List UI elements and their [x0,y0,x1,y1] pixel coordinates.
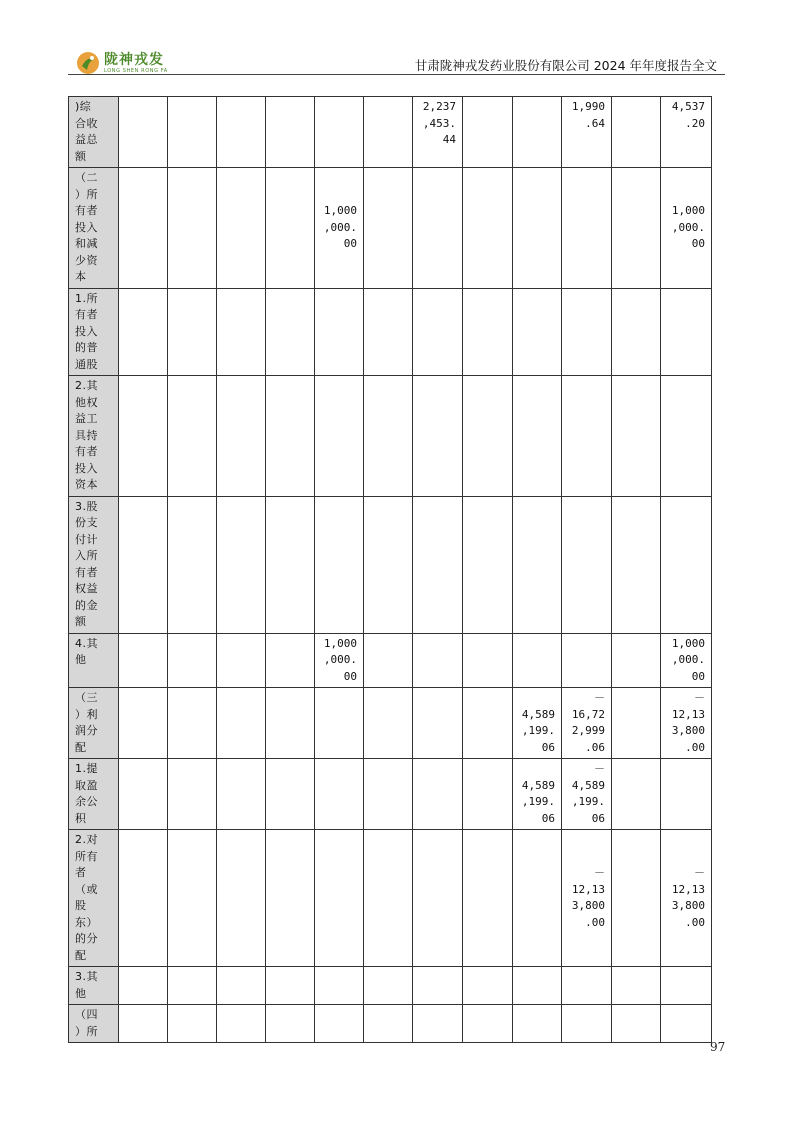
table-cell [612,688,661,759]
cell-value-line: .20 [685,116,705,130]
table-cell [463,496,513,633]
table-cell [562,496,612,633]
row-label-line: 的分 [75,932,98,945]
cell-value-line [663,849,705,866]
table-cell [463,376,513,497]
row-label-line: 1.所 [75,291,98,305]
cell-value-line: 1,000 [323,636,357,650]
cell-value-line: 00 [691,237,705,250]
table-row [69,967,712,1005]
cell-value-line: 12,13 [671,707,705,721]
table-row [69,830,712,967]
table-cell [463,633,513,688]
row-label-line: （三 [75,691,98,704]
row-label [69,633,119,688]
row-label-line: 额 [75,149,87,163]
table-cell [562,376,612,497]
table-cell [513,830,562,967]
cell-value-line: 4,537 [671,100,705,113]
cell-value-line [515,690,555,707]
report-title: 甘肃陇神戎发药业股份有限公司 2024 年年度报告全文 [414,58,717,73]
table-cell [119,376,168,497]
table-cell [562,1005,612,1043]
table-cell [364,376,413,497]
row-label-line: 通股 [75,357,98,371]
table-cell [168,376,217,497]
cell-value-line: 4,589 [521,778,555,792]
table-cell [119,967,168,1005]
table-cell [119,759,168,830]
cell-value-line: 1,000 [323,204,357,217]
table-cell [168,1005,217,1043]
table-cell [661,288,712,376]
table-cell [562,97,612,168]
table-cell [266,288,315,376]
table-cell [413,688,463,759]
table-cell [217,496,266,633]
cell-value-line: 4,589 [571,778,605,792]
row-label-line: （或 [75,882,98,896]
row-label-line: ）所 [75,1024,98,1038]
row-label [69,967,119,1005]
table-cell [413,496,463,633]
row-label-line: 有者 [75,565,98,579]
table-cell [364,97,413,168]
cell-value-line: ,000. [671,653,705,666]
table-cell [463,759,513,830]
row-label-line: ）利 [75,707,98,721]
table-cell [168,496,217,633]
row-label [69,688,119,759]
table-cell [612,168,661,289]
table-cell [168,97,217,168]
table-cell [266,97,315,168]
cell-value-line: － [594,866,605,879]
table-cell [612,288,661,376]
cell-value-line [317,187,357,204]
cell-value-line [663,832,705,849]
table-cell [413,97,463,168]
cell-value-line: 3,800 [671,724,705,737]
row-label-line: ）所 [75,187,98,201]
table-row [69,97,712,168]
table-cell [463,967,513,1005]
table-cell [413,376,463,497]
table-cell [661,97,712,168]
table-cell [119,1005,168,1043]
row-label [69,168,119,289]
table-cell [217,97,266,168]
cell-value-line: .00 [585,915,605,929]
cell-value-line: 00 [343,237,357,250]
table-cell [463,168,513,289]
row-label-line: 1.提 [75,762,98,775]
table-cell [266,967,315,1005]
table-cell [217,759,266,830]
table-cell [661,688,712,759]
table-cell [612,633,661,688]
table-cell [217,376,266,497]
table-cell [315,1005,364,1043]
row-label-line: 他 [75,653,87,666]
cell-value-line: .06 [585,740,605,754]
table-cell [513,288,562,376]
table-cell [661,830,712,967]
table-cell [168,967,217,1005]
table-cell [562,830,612,967]
cell-value-line [564,832,605,849]
cell-value-line: 2,999 [571,724,605,737]
cell-value-line [317,170,357,187]
table-cell [119,496,168,633]
cell-value-line: ,453. [422,116,456,130]
row-label-line: 有者 [75,308,98,321]
row-label-line: 配 [75,948,87,962]
row-label-line: 积 [75,811,87,825]
cell-value-line: 16,72 [571,707,605,721]
table-row [69,376,712,497]
cell-value-line: .64 [585,116,605,130]
table-cell [413,288,463,376]
table-cell [513,633,562,688]
cell-value-line: 1,990 [571,100,605,113]
row-label [69,376,119,497]
table-cell [217,288,266,376]
table-cell [168,688,217,759]
row-label [69,97,119,168]
table-row [69,496,712,633]
row-label-line: 余公 [75,795,98,808]
table-cell [266,830,315,967]
row-label-line: （四 [75,1008,98,1021]
table-cell [217,967,266,1005]
table-row [69,1005,712,1043]
table-cell [612,97,661,168]
row-label-line: 3.股 [75,499,98,513]
table-row [69,759,712,830]
row-label-line: （二 [75,171,98,184]
table-cell [513,97,562,168]
row-label-line: )综 [75,100,92,113]
table-cell [513,1005,562,1043]
row-label-line: 东） [75,915,98,929]
row-label-line: 益工 [75,412,98,425]
table-cell [661,376,712,497]
cell-value-line: 12,13 [571,882,605,896]
table-cell [513,496,562,633]
table-cell [315,168,364,289]
cell-value-line: － [594,762,605,775]
table-cell [463,688,513,759]
table-cell [612,376,661,497]
row-label-line: 本 [75,270,87,283]
table-cell [315,830,364,967]
table-cell [661,1005,712,1043]
table-cell [413,1005,463,1043]
table-cell [413,830,463,967]
table-cell [266,376,315,497]
table-cell [364,830,413,967]
row-label [69,830,119,967]
table-cell [119,288,168,376]
table-cell [315,97,364,168]
row-label-line: 付计 [75,532,98,546]
cell-value-line: 3,800 [571,899,605,912]
table-cell [562,688,612,759]
table-row [69,688,712,759]
row-label-line: 有者 [75,445,98,458]
table-cell [364,759,413,830]
row-label-line: 的普 [75,341,98,354]
table-cell [266,1005,315,1043]
table-cell [168,830,217,967]
table-cell [364,288,413,376]
cell-value-line: ,199. [521,795,555,808]
cell-value-line [663,187,705,204]
cell-value-line: － [694,691,705,704]
row-label-line: 取盈 [75,778,98,792]
cell-value-line: 06 [591,811,605,825]
logo-emblem-icon [76,51,100,75]
table-cell [119,168,168,289]
table-cell [562,288,612,376]
table-cell [463,97,513,168]
table-cell [661,759,712,830]
table-cell [315,759,364,830]
table-cell [315,288,364,376]
table-cell [168,288,217,376]
table-cell [612,759,661,830]
row-label-line: 投入 [75,461,98,475]
table-cell [217,830,266,967]
table-cell [119,97,168,168]
row-label-line: 他权 [75,395,98,409]
cell-value-line: 06 [541,740,555,754]
row-label-line: 和减 [75,237,98,250]
cell-value-line: ,000. [671,220,705,234]
table-cell [168,633,217,688]
row-label-line: 权益 [75,582,98,595]
table-cell [315,967,364,1005]
row-label-line: 份支 [75,516,98,529]
table-cell [612,1005,661,1043]
table-cell [168,759,217,830]
cell-value-line: 06 [541,811,555,825]
row-label [69,759,119,830]
table-cell [661,633,712,688]
table-cell [315,633,364,688]
cell-value-line: ,199. [521,724,555,737]
cell-value-line: 00 [343,669,357,683]
table-cell [661,496,712,633]
table-cell [562,967,612,1005]
table-cell [364,967,413,1005]
row-label-line: 所有 [75,849,98,863]
table-cell [217,1005,266,1043]
table-cell [413,759,463,830]
row-label-line: 有者 [75,204,98,217]
table-cell [463,288,513,376]
table-cell [266,168,315,289]
table-cell [413,967,463,1005]
row-label-line: 股 [75,899,87,912]
cell-value-line: 44 [442,133,456,146]
row-label-line: 投入 [75,220,98,234]
page-header [0,0,793,80]
table-cell [364,688,413,759]
table-cell [119,830,168,967]
table-cell [413,168,463,289]
row-label [69,288,119,376]
table-cell [217,633,266,688]
cell-value-line [663,170,705,187]
table-cell [612,496,661,633]
row-label-line: 少资 [75,253,98,267]
row-label-line: 益总 [75,133,98,146]
table-cell [513,168,562,289]
table-cell [612,830,661,967]
table-cell [119,633,168,688]
cell-value-line [564,849,605,866]
cell-value-line: ,199. [571,795,605,808]
row-label-line: 具持 [75,428,98,442]
row-label-line: 者 [75,866,87,879]
table-cell [217,688,266,759]
row-label-line: 配 [75,740,87,754]
logo-subtext: LONG SHEN RONG FA [104,67,168,74]
cell-value-line: － [694,866,705,879]
cell-value-line: 4,589 [521,707,555,721]
cell-value-line: 3,800 [671,899,705,912]
row-label-line: 入所 [75,549,98,562]
cell-value-line: － [594,691,605,704]
cell-value-line: .00 [685,915,705,929]
table-cell [513,967,562,1005]
table-cell [661,168,712,289]
row-label-line: 润分 [75,724,98,737]
row-label-line: 投入 [75,324,98,338]
table-cell [562,633,612,688]
cell-value-line: 12,13 [671,882,705,896]
table-cell [168,168,217,289]
cell-value-line: 1,000 [671,204,705,217]
table-cell [266,759,315,830]
table-cell [413,633,463,688]
table-cell [364,1005,413,1043]
company-logo [76,50,168,76]
table-cell [364,496,413,633]
equity-statement-table [68,96,712,1043]
cell-value-line: 2,237 [422,100,456,113]
table-cell [562,168,612,289]
cell-value-line: ,000. [323,653,357,666]
table-cell [513,688,562,759]
cell-value-line: 1,000 [671,636,705,650]
table-cell [119,688,168,759]
row-label-line: 的金 [75,598,98,612]
logo-text: 陇神戎发 [104,51,164,68]
table-cell [463,1005,513,1043]
table-cell [562,759,612,830]
table-cell [513,759,562,830]
table-cell [315,496,364,633]
table-cell [266,688,315,759]
row-label-line: 资本 [75,478,98,491]
table-cell [513,376,562,497]
table-cell [463,830,513,967]
table-row [69,288,712,376]
cell-value-line: ,000. [323,220,357,234]
table-cell [661,967,712,1005]
row-label-line: 合收 [75,116,98,130]
table-cell [217,168,266,289]
cell-value-line: 00 [691,669,705,683]
table-cell [315,688,364,759]
table-row [69,633,712,688]
row-label-line: 他 [75,986,87,1000]
table-cell [612,967,661,1005]
row-label-line: 额 [75,615,87,628]
row-label-line: 4.其 [75,636,98,650]
page-number: 97 [710,1040,726,1054]
cell-value-line: .00 [685,740,705,754]
table-cell [364,168,413,289]
table-cell [266,633,315,688]
table-row [69,168,712,289]
header-divider [68,74,725,75]
cell-value-line [515,761,555,778]
row-label-line: 3.其 [75,970,98,983]
row-label-line: 2.对 [75,833,98,846]
table-cell [315,376,364,497]
table-cell [266,496,315,633]
row-label-line: 2.其 [75,379,98,392]
row-label [69,1005,119,1043]
table-cell [364,633,413,688]
row-label [69,496,119,633]
